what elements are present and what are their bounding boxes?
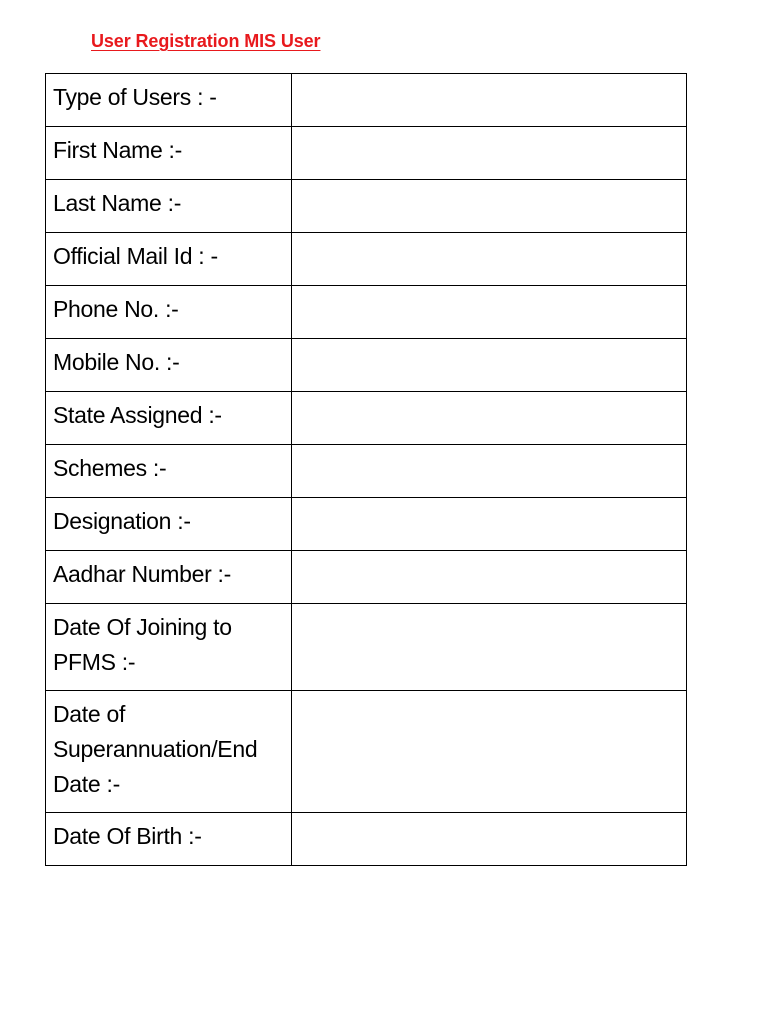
- field-label-cell: [46, 74, 292, 127]
- field-label-cell: [46, 180, 292, 233]
- date-of-superannuation-value-cell[interactable]: [292, 691, 687, 813]
- field-label-cell: [46, 498, 292, 551]
- field-label-cell: [46, 551, 292, 604]
- first-name-value-cell[interactable]: [292, 127, 687, 180]
- mobile-no-value[interactable]: [292, 339, 686, 391]
- field-label: Date Of Birth :-: [53, 823, 202, 849]
- date-of-joining-value-cell[interactable]: [292, 604, 687, 691]
- form-row-first-name: [46, 127, 687, 180]
- form-row-phone-no: [46, 286, 687, 339]
- last-name-value[interactable]: [292, 180, 686, 232]
- designation-value-cell[interactable]: [292, 498, 687, 551]
- schemes-value-cell[interactable]: [292, 445, 687, 498]
- form-row-mobile-no: [46, 339, 687, 392]
- field-label: Date of Superannuation/End Date :-: [53, 701, 258, 797]
- type-of-users-value-cell[interactable]: [292, 74, 687, 127]
- mobile-no-value-cell[interactable]: [292, 339, 687, 392]
- form-row-date-of-superannuation: [46, 691, 687, 813]
- designation-value[interactable]: [292, 498, 686, 550]
- state-assigned-value-cell[interactable]: [292, 392, 687, 445]
- field-label: Last Name :-: [53, 190, 182, 216]
- schemes-value[interactable]: [292, 445, 686, 497]
- field-label: Type of Users : -: [53, 84, 217, 110]
- form-row-aadhar-number: [46, 551, 687, 604]
- official-mail-id-value[interactable]: [292, 233, 686, 285]
- field-label: Phone No. :-: [53, 296, 179, 322]
- form-row-state-assigned: [46, 392, 687, 445]
- date-of-birth-value[interactable]: [292, 813, 686, 865]
- field-label: First Name :-: [53, 137, 182, 163]
- form-row-official-mail-id: [46, 233, 687, 286]
- last-name-value-cell[interactable]: [292, 180, 687, 233]
- phone-no-value-cell[interactable]: [292, 286, 687, 339]
- first-name-value[interactable]: [292, 127, 686, 179]
- form-row-type-of-users: [46, 74, 687, 127]
- aadhar-number-value-cell[interactable]: [292, 551, 687, 604]
- field-label-cell: [46, 813, 292, 866]
- date-of-superannuation-value[interactable]: [292, 691, 686, 812]
- field-label-cell: [46, 339, 292, 392]
- registration-form-table: [45, 73, 687, 866]
- field-label-cell: [46, 127, 292, 180]
- field-label-cell: [46, 445, 292, 498]
- field-label: Schemes :-: [53, 455, 167, 481]
- state-assigned-value[interactable]: [292, 392, 686, 444]
- form-row-date-of-joining: [46, 604, 687, 691]
- type-of-users-value[interactable]: [292, 74, 686, 126]
- field-label-cell: [46, 691, 292, 813]
- official-mail-id-value-cell[interactable]: [292, 233, 687, 286]
- field-label-cell: [46, 286, 292, 339]
- date-of-joining-value[interactable]: [292, 604, 686, 690]
- field-label-cell: [46, 604, 292, 691]
- form-row-schemes: [46, 445, 687, 498]
- form-row-designation: [46, 498, 687, 551]
- phone-no-value[interactable]: [292, 286, 686, 338]
- form-row-last-name: [46, 180, 687, 233]
- field-label-cell: [46, 233, 292, 286]
- field-label: Mobile No. :-: [53, 349, 180, 375]
- field-label: Designation :-: [53, 508, 191, 534]
- field-label-cell: [46, 392, 292, 445]
- field-label: Official Mail Id : -: [53, 243, 218, 269]
- form-row-date-of-birth: [46, 813, 687, 866]
- field-label: Date Of Joining to PFMS :-: [53, 614, 232, 675]
- date-of-birth-value-cell[interactable]: [292, 813, 687, 866]
- aadhar-number-value[interactable]: [292, 551, 686, 603]
- field-label: Aadhar Number :-: [53, 561, 231, 587]
- document-title: User Registration MIS User: [91, 31, 321, 51]
- field-label: State Assigned :-: [53, 402, 222, 428]
